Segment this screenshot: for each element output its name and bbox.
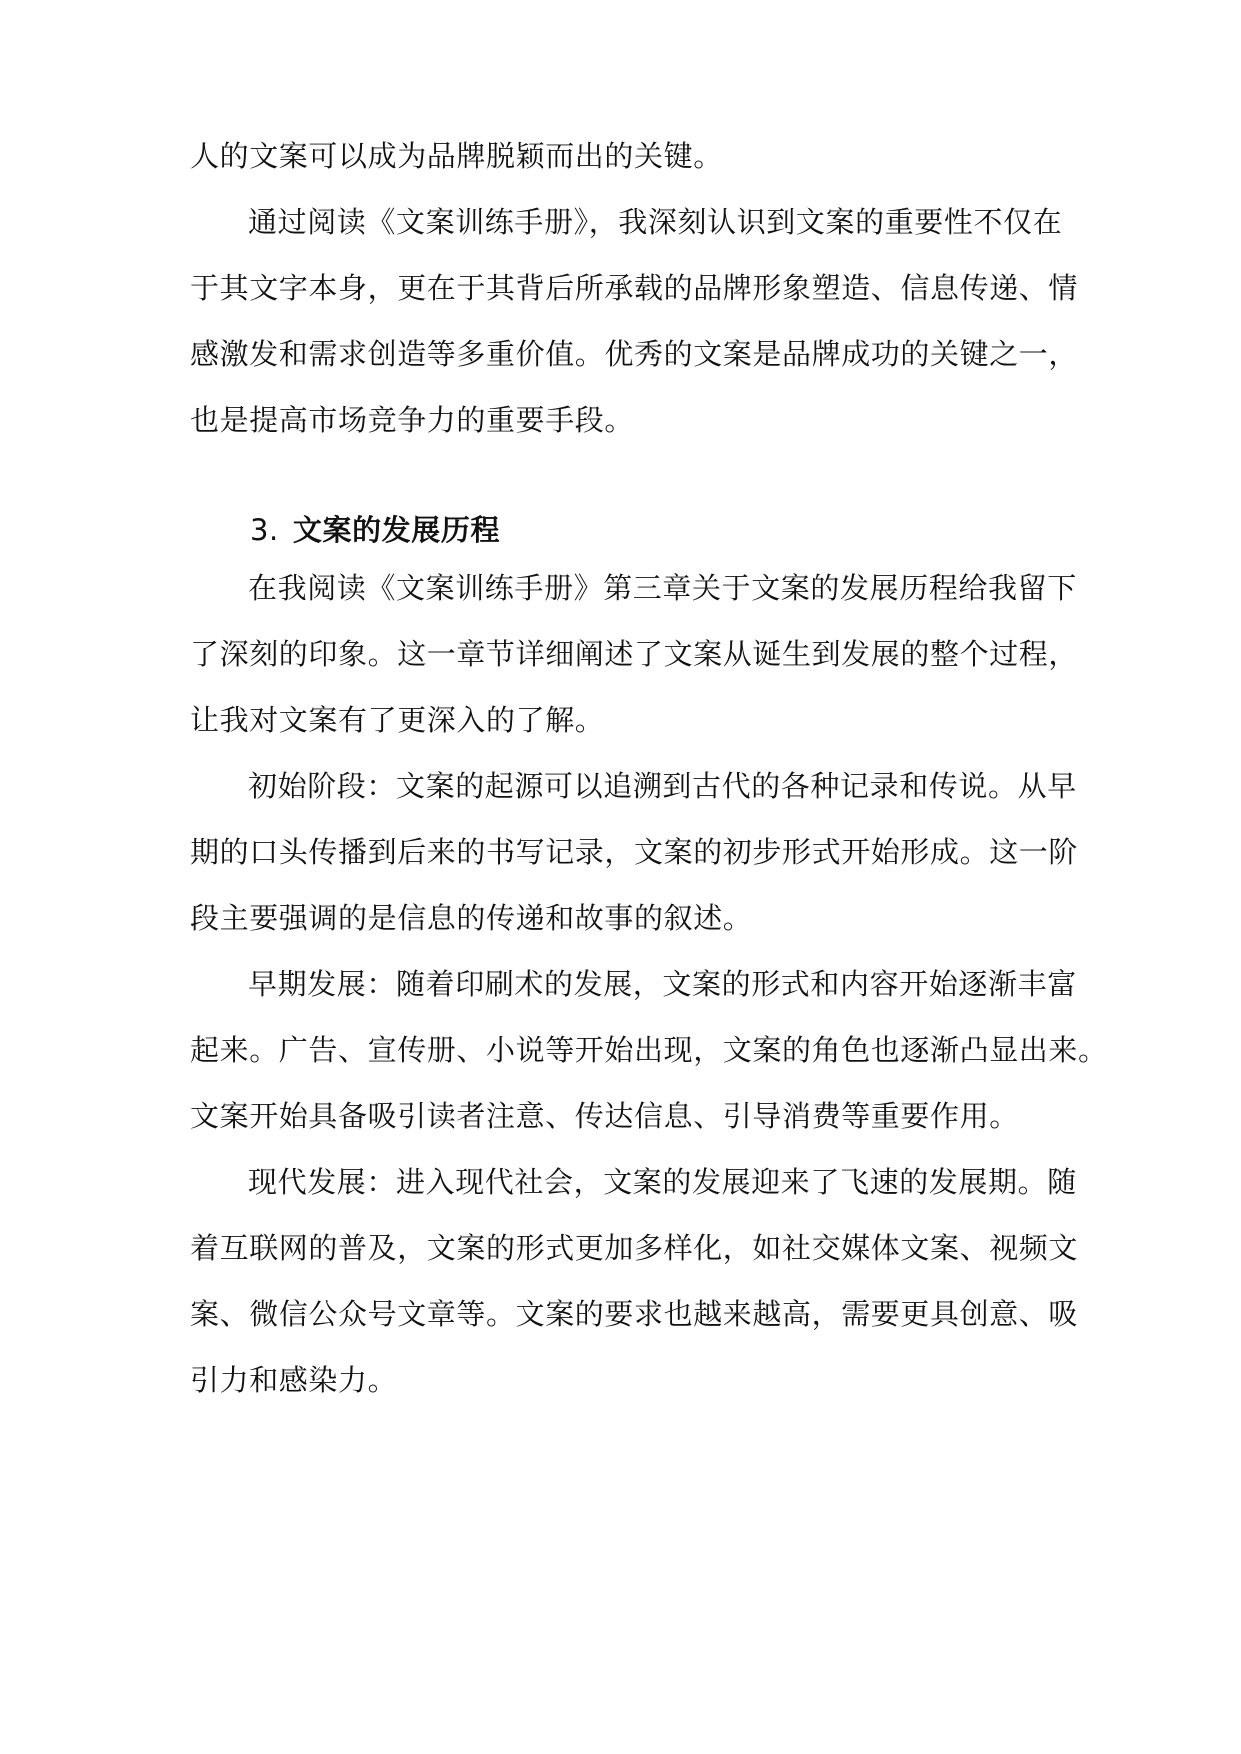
text-line: 在我阅读《文案训练手册》第三章关于文案的发展历程给我留下 [248, 571, 1077, 605]
text-line: 起来。广告、宣传册、小说等开始出现，文案的角色也逐渐凸显出来。 [190, 1033, 1108, 1067]
text-line: 着互联网的普及，文案的形式更加多样化，如社交媒体文案、视频文 [190, 1231, 1079, 1265]
text-line: 文案开始具备吸引读者注意、传达信息、引导消费等重要作用。 [190, 1099, 1019, 1133]
section-title: 文案的发展历程 [292, 513, 501, 547]
text-line: 现代发展：进入现代社会，文案的发展迎来了飞速的发展期。随 [248, 1165, 1077, 1199]
section-number: 3. [250, 513, 279, 547]
text-line: 让我对文案有了更深入的了解。 [190, 703, 605, 737]
text-line: 引力和感染力。 [190, 1363, 398, 1397]
text-line: 早期发展：随着印刷术的发展，文案的形式和内容开始逐渐丰富 [248, 967, 1077, 1001]
text-line: 也是提高市场竞争力的重要手段。 [190, 403, 635, 437]
text-line: 案、微信公众号文章等。文案的要求也越来越高，需要更具创意、吸 [190, 1297, 1079, 1331]
text-line: 段主要强调的是信息的传递和故事的叙述。 [190, 901, 753, 935]
text-line: 感激发和需求创造等多重价值。优秀的文案是品牌成功的关键之一， [190, 337, 1079, 371]
text-line: 通过阅读《文案训练手册》，我深刻认识到文案的重要性不仅在 [248, 205, 1063, 239]
section-heading [250, 508, 500, 549]
text-line: 了深刻的印象。这一章节详细阐述了文案从诞生到发展的整个过程， [190, 637, 1079, 671]
text-line: 初始阶段：文案的起源可以追溯到古代的各种记录和传说。从早 [248, 769, 1077, 803]
text-line: 人的文案可以成为品牌脱颖而出的关键。 [190, 139, 723, 173]
text-line: 期的口头传播到后来的书写记录，文案的初步形式开始形成。这一阶 [190, 835, 1079, 869]
text-line: 于其文字本身，更在于其背后所承载的品牌形象塑造、信息传递、情 [190, 271, 1079, 305]
